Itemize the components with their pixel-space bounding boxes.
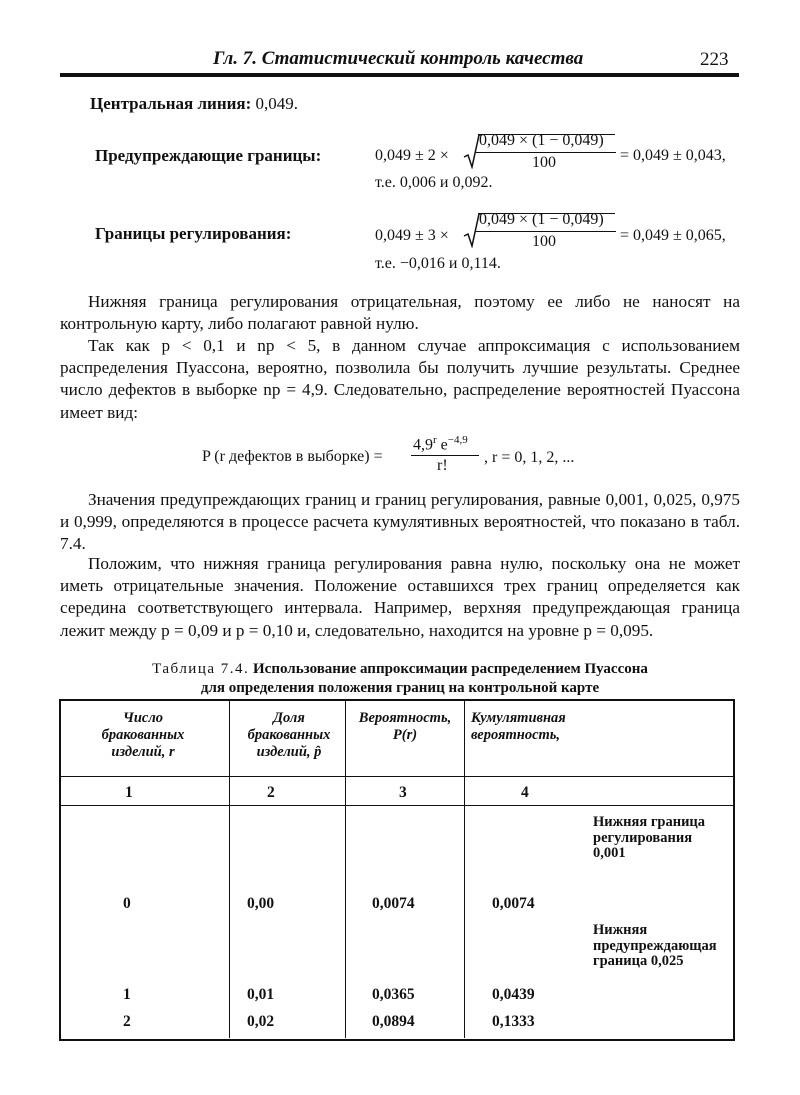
central-line-label: Центральная линия: bbox=[90, 94, 252, 113]
central-line bbox=[90, 94, 298, 114]
control-te: т.е. −0,016 и 0,114. bbox=[375, 255, 501, 272]
control-limits-label: Границы регулирования: bbox=[95, 224, 292, 243]
warning-denominator: 100 bbox=[532, 154, 556, 171]
sqrt-bar bbox=[478, 134, 615, 135]
paragraph-3: Значения предупреждающих границ и границ регулирования, равные 0,001, 0,025, 0,975 и 0,999, определяются в процессе расчета кумулятивных вероятностей, что показано в табл. 7.4. bbox=[60, 490, 740, 554]
warning-numerator: 0,049 × (1 − 0,049) bbox=[479, 132, 604, 149]
cell-p: 0,00 bbox=[247, 895, 275, 912]
table-caption-line1: Использование аппроксимации распределением Пуассона bbox=[253, 661, 648, 677]
cell-probability: 0,0074 bbox=[372, 895, 415, 912]
paragraph-4: Положим, что нижняя граница регулирования равна нулю, поскольку она не может иметь отрицательные значения. Положение оставшихся трех границ определяется как середина соответствующего интервала. Например, верхняя предупреждающая граница лежит между p = 0,09 и p = 0,10 и, следовательно, находится на уровне p = 0,095. bbox=[60, 554, 740, 640]
colnum-divider bbox=[61, 805, 733, 806]
poisson-exp: −4,9 bbox=[447, 434, 468, 446]
table-caption-line2: для определения положения границ на контрольной карте bbox=[200, 680, 600, 696]
column-divider bbox=[345, 701, 346, 1038]
warning-result: = 0,049 ± 0,043, bbox=[620, 147, 726, 164]
poisson-numerator bbox=[413, 434, 468, 454]
data-table bbox=[59, 699, 735, 1041]
cell-probability: 0,0894 bbox=[372, 1013, 415, 1030]
note-lower-control: Нижняя граница регулирования 0,001 bbox=[593, 814, 706, 861]
central-line-value: 0,049. bbox=[255, 94, 299, 113]
poisson-fraction-bar bbox=[411, 455, 479, 456]
note-lower-warning: Нижняя предупреждающая граница 0,025 bbox=[593, 922, 717, 969]
poisson-rhs: , r = 0, 1, 2, ... bbox=[484, 449, 575, 466]
header-divider bbox=[61, 776, 733, 777]
header-rule bbox=[60, 73, 739, 77]
warning-te: т.е. 0,006 и 0,092. bbox=[375, 174, 493, 191]
poisson-base: 4,9 bbox=[413, 436, 433, 454]
cell-r: 2 bbox=[123, 1013, 131, 1030]
cell-cumulative: 0,1333 bbox=[492, 1013, 535, 1030]
poisson-denominator: r! bbox=[437, 457, 448, 474]
cell-cumulative: 0,0439 bbox=[492, 986, 535, 1003]
paragraph-2: Так как p < 0,1 и np < 5, в данном случае аппроксимация с использованием распределения Пуассона, вероятно, позволила бы получить лучшие результаты. Среднее число дефектов в выборке np = 4,9. Следовательно, распределение вероятностей Пуассона имеет вид: bbox=[60, 336, 740, 422]
header-probability: Вероятность, P(r) bbox=[358, 710, 452, 743]
header-cumulative: Кумулятивная вероятность, bbox=[471, 710, 566, 743]
cell-cumulative: 0,0074 bbox=[492, 895, 535, 912]
col-number-3: 3 bbox=[399, 784, 407, 801]
sqrt-bar bbox=[478, 213, 615, 214]
fraction-bar bbox=[476, 152, 616, 153]
cell-r: 1 bbox=[123, 986, 131, 1003]
poisson-e: e bbox=[440, 436, 448, 454]
control-denominator: 100 bbox=[532, 233, 556, 250]
poisson-exp-r: r bbox=[433, 434, 437, 446]
paragraph-1: Нижняя граница регулирования отрицательная, поэтому ее либо не наносят на контрольную карту, либо полагают равной нулю. bbox=[60, 292, 740, 334]
warning-limits-label: Предупреждающие границы: bbox=[95, 146, 322, 165]
control-numerator: 0,049 × (1 − 0,049) bbox=[479, 211, 604, 228]
control-result: = 0,049 ± 0,065, bbox=[620, 227, 726, 244]
column-divider bbox=[464, 701, 465, 1038]
table-caption-prefix: Таблица 7.4. bbox=[152, 661, 250, 677]
header-defect-share: Доля бракованных изделий, p̂ bbox=[247, 710, 331, 760]
col-number-2: 2 bbox=[267, 784, 275, 801]
col-number-1: 1 bbox=[125, 784, 133, 801]
poisson-lhs: P (r дефектов в выборке) = bbox=[202, 448, 383, 465]
fraction-bar bbox=[476, 231, 616, 232]
cell-p: 0,02 bbox=[247, 1013, 275, 1030]
table-caption bbox=[0, 660, 800, 698]
column-divider bbox=[229, 701, 230, 1038]
control-formula-lead: 0,049 ± 3 × bbox=[375, 227, 449, 244]
header-defects-count: Число бракованных изделий, r bbox=[101, 710, 185, 760]
warning-formula-lead: 0,049 ± 2 × bbox=[375, 147, 449, 164]
cell-p: 0,01 bbox=[247, 986, 275, 1003]
cell-r: 0 bbox=[123, 895, 131, 912]
running-header-title: Гл. 7. Статистический контроль качества bbox=[213, 48, 584, 69]
col-number-4: 4 bbox=[521, 784, 529, 801]
cell-probability: 0,0365 bbox=[372, 986, 415, 1003]
page-number: 223 bbox=[700, 49, 729, 70]
